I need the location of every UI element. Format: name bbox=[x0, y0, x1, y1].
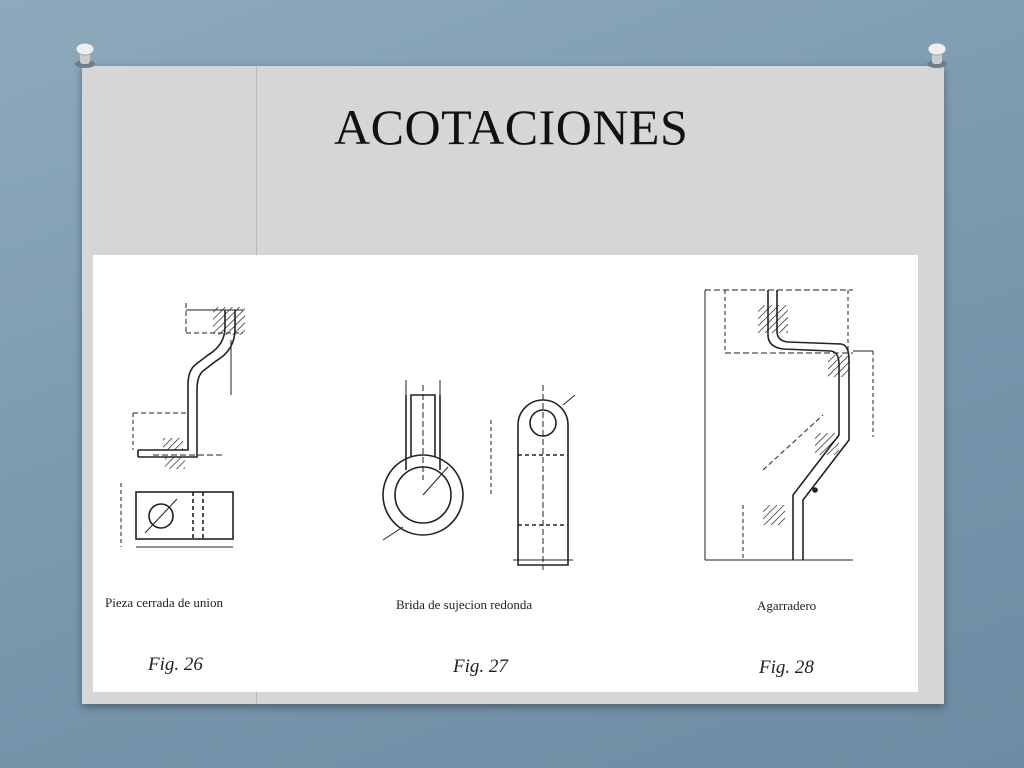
pushpin-icon bbox=[70, 40, 100, 70]
fig28-drawing bbox=[705, 290, 873, 560]
fig26-label: Fig. 26 bbox=[148, 654, 203, 675]
fig28-label: Fig. 28 bbox=[759, 657, 814, 678]
fig26-caption: Pieza cerrada de union bbox=[105, 595, 224, 610]
pushpin-icon bbox=[922, 40, 952, 70]
fig26-drawing bbox=[121, 303, 245, 547]
slide-title: ACOTACIONES bbox=[334, 99, 689, 155]
figure-panel bbox=[93, 255, 918, 692]
fig27-caption: Brida de sujecion redonda bbox=[396, 597, 533, 612]
fig27-drawing bbox=[383, 380, 575, 570]
fig27-label: Fig. 27 bbox=[453, 656, 508, 677]
technical-drawings bbox=[93, 255, 918, 692]
fig28-caption: Agarradero bbox=[757, 598, 817, 613]
